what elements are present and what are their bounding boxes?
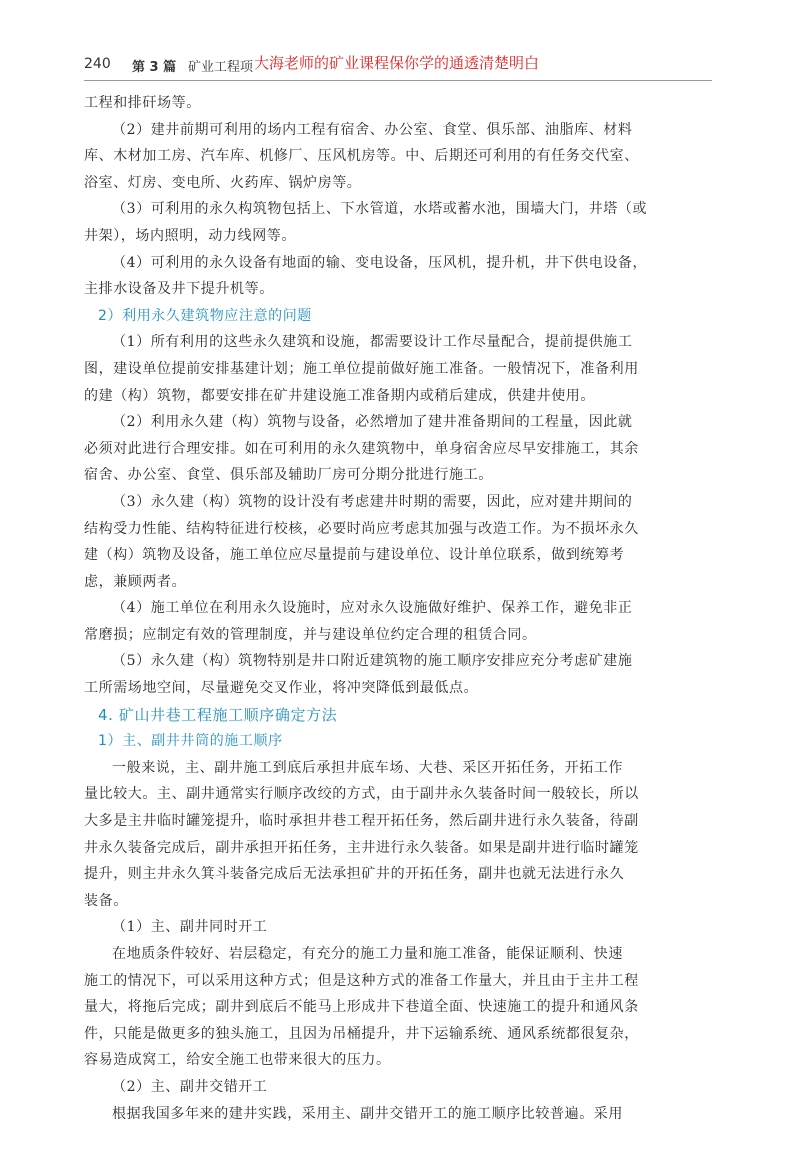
text-line: 图，建设单位提前安排基建计划；施工单位提前做好施工准备。一般情况下，准备利用	[84, 360, 639, 377]
text-line: 装备。	[84, 892, 128, 909]
text-line: 根据我国多年来的建井实践，采用主、副井交错开工的施工顺序比较普遍。采用	[112, 1105, 623, 1122]
text-line: 一般来说，主、副井施工到底后承担井底车场、大巷、采区开拓任务，开拓工作	[112, 759, 623, 776]
text-line: 工所需场地空间，尽量避免交叉作业，将冲突降低到最低点。	[84, 680, 479, 697]
text-line: 的建（构）筑物，都要安排在矿井建设施工准备期内或稍后建成，供建井使用。	[84, 387, 595, 404]
text-line: （3）可利用的永久构筑物包括上、下水管道，水塔或蓄水池，围墙大门，井塔（或	[112, 201, 648, 218]
subsection-heading: 1）主、副井井筒的施工顺序	[98, 733, 283, 750]
text-line: （2）建井前期可利用的场内工程有宿舍、办公室、食堂、俱乐部、油脂库、材料	[112, 121, 633, 138]
text-line: （1）所有利用的这些永久建筑和设施，都需要设计工作尽量配合，提前提供施工	[112, 334, 633, 351]
text-line: 井永久装备完成后，副井承担开拓任务，主井进行永久装备。如果是副井进行临时罐笼	[84, 839, 639, 856]
text-line: 在地质条件较好、岩层稳定，有充分的施工力量和施工准备，能保证顺利、快速	[112, 946, 623, 962]
text-line: 量比较大。主、副井通常实行顺序改绞的方式，由于副井永久装备时间一般较长，所以	[84, 786, 639, 803]
text-line: 容易造成窝工，给安全施工也带来很大的压力。	[84, 1052, 391, 1069]
text-line: 大多是主井临时罐笼提升，临时承担井巷工程开拓任务，然后副井进行永久装备，待副	[84, 813, 639, 830]
text-line: 建（构）筑物及设备，施工单位应尽量提前与建设单位、设计单位联系，做到统筹考	[84, 547, 625, 564]
text-line: （4）可利用的永久设备有地面的输、变电设备，压风机，提升机，井下供电设备，	[112, 254, 648, 271]
text-line: （5）永久建（构）筑物特别是井口附近建筑物的施工顺序安排应充分考虑矿建施	[112, 653, 633, 670]
text-line: （4）施工单位在利用永久设施时，应对永久设施做好维护、保养工作，避免非正	[112, 600, 633, 617]
text-line: 结构受力性能、结构特征进行校核，必要时尚应考虑其加强与改造工作。为不损坏永久	[84, 520, 639, 537]
text-line: （1）主、副井同时开工	[112, 919, 268, 936]
section-title: 矿业工程项	[188, 60, 254, 75]
part-label: 第 3 篇	[132, 60, 177, 75]
subsection-heading: 2）利用永久建筑物应注意的问题	[98, 307, 312, 324]
text-line: 提升，则主井永久箕斗装备完成后无法承担矿井的开拓任务，副井也就无法进行永久	[84, 866, 625, 883]
text-line: 主排水设备及井下提升机等。	[84, 281, 274, 298]
text-line: 井架），场内照明，动力线网等。	[84, 227, 296, 244]
text-line: （2）主、副井交错开工	[112, 1078, 268, 1095]
text-line: （2）利用永久建（构）筑物与设备，必然增加了建井准备期间的工程量，因此就	[112, 414, 633, 431]
text-line: 浴室、灯房、变电所、火药库、锅炉房等。	[84, 174, 362, 191]
text-line: 必须对此进行合理安排。如在可利用的永久建筑物中，单身宿舍应尽早安排施工，其余	[84, 440, 639, 457]
text-line: 宿舍、办公室、食堂、俱乐部及辅助厂房可分期分批进行施工。	[84, 467, 493, 484]
text-line: 虑，兼顾两者。	[84, 573, 187, 590]
text-line: 量大，将拖后完成；副井到底后不能马上形成井下巷道全面、快速施工的提升和通风条	[84, 999, 639, 1016]
text-line: （3）永久建（构）筑物的设计没有考虑建井时期的需要，因此，应对建井期间的	[112, 493, 633, 510]
text-line: 常磨损；应制定有效的管理制度，并与建设单位约定合理的租赁合同。	[84, 626, 537, 643]
text-line: 库、木材加工房、汽车库、机修厂、压风机房等。中、后期还可利用的有任务交代室、	[84, 148, 639, 165]
header-rule	[84, 80, 712, 81]
body-text	[84, 90, 712, 1127]
page-number: 240	[84, 56, 111, 72]
promo-overlay: 大海老师的矿业课程保你学的通透清楚明白	[254, 54, 540, 72]
text-line: 件，只能是做更多的独头施工，且因为吊桶提升，井下运输系统、通风系统都很复杂，	[84, 1025, 639, 1042]
page-header	[84, 52, 714, 78]
section-heading: 4. 矿山井巷工程施工顺序确定方法	[98, 705, 338, 724]
text-line: 工程和排矸场等。	[84, 95, 201, 111]
text-line: 施工的情况下，可以采用这种方式；但是这种方式的准备工作量大，并且由于主井工程	[84, 972, 639, 989]
